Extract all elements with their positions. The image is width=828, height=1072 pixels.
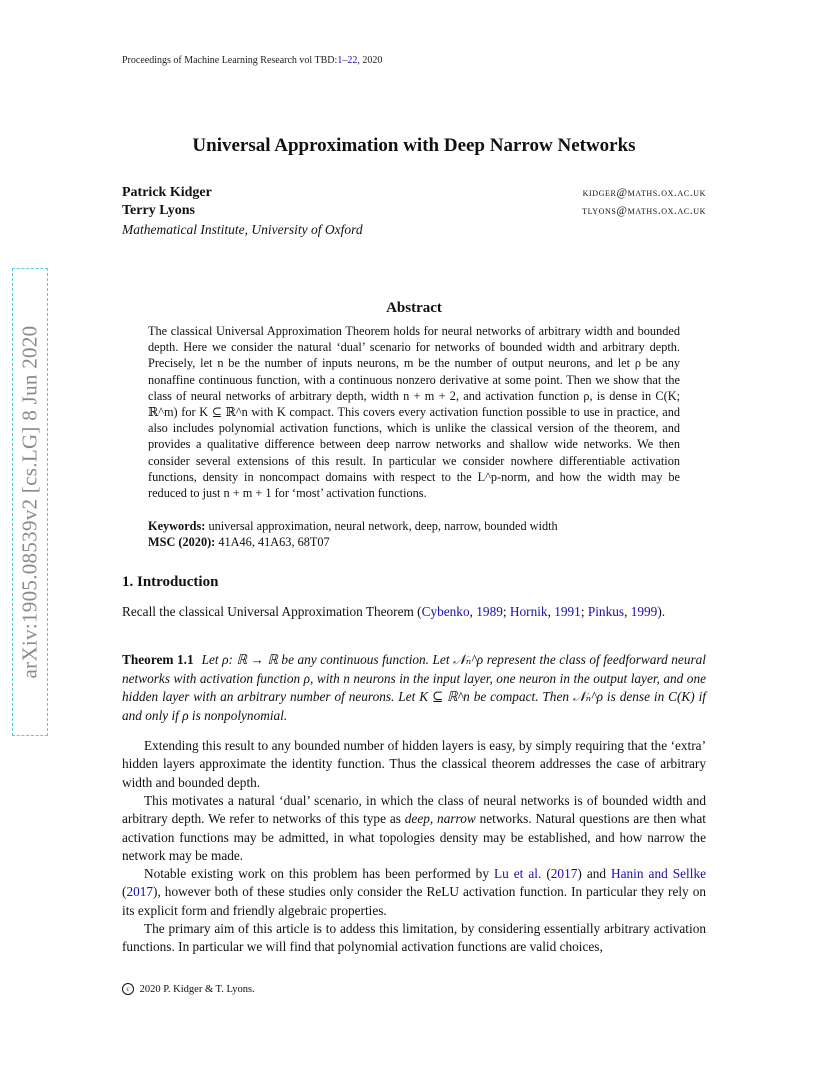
section-heading-introduction: 1. Introduction [122,574,219,590]
citation-link[interactable]: 1989 [476,604,503,619]
msc-value: 41A46, 41A63, 68T07 [218,535,330,549]
affiliation: Mathematical Institute, University of Oxford [122,222,363,237]
author-name: Terry Lyons [122,203,195,218]
citation-link[interactable]: 1999 [630,604,658,619]
pages-end-link[interactable]: 22 [347,55,358,66]
citation-link[interactable]: Lu et al. [494,866,542,881]
paragraph: Notable existing work on this problem has been performed by Lu et al. (2017) and Hanin and Sellke (2017), however both of these studies only consider the ReLU activation function. In particular they rely on its explicit form and friendly algebraic properties. [122,866,706,918]
citation-link[interactable]: 2017 [126,884,154,900]
paragraph-intro: Recall the classical Universal Approximation Theorem (Cybenko, 1989; Hornik, 1991; Pinkus, 1999). [122,604,666,619]
running-head: Proceedings of Machine Learning Research vol TBD:1–22, 2020 [122,55,383,66]
paper-title: Universal Approximation with Deep Narrow Networks [192,135,636,156]
citation-link[interactable]: 1991 [554,604,581,619]
theorem-label: Theorem 1.1 [122,652,194,667]
theorem-text: Let ρ: ℝ → ℝ be any continuous function. Let 𝒩ₙ^ρ represent the class of feedforward neural networks with activation function ρ, with n neurons in the input layer, one neuron in the output layer, and one hidden layer with an arbitrary number of neurons. Let K ⊆ ℝ^n be compact. Then 𝒩ₙ^ρ is dense in C(K) if and only if ρ is nonpolynomial. [122,652,706,723]
arxiv-stamp[interactable] [12,268,48,736]
pages-start-link[interactable]: 1 [337,55,343,66]
abstract-heading: Abstract [386,300,442,316]
keywords-label: Keywords: [148,519,206,533]
copyright-icon: c [122,983,134,995]
author-name: Patrick Kidger [122,185,212,200]
abstract-text: The classical Universal Approximation Theorem holds for neural networks of arbitrary width and bounded depth. Here we consider the natural ‘dual’ scenario for networks of bounded width and arbitrary depth. Precisely, let n be the number of inputs neurons, m be the number of output neurons, and let ρ be any nonaffine continuous function, with a continuous nonzero derivative at some point. Then we show that the class of neural networks of arbitrary depth, width n + m + 2, and activation function ρ, is dense in C(K; ℝ^m) for K ⊆ ℝ^n with K compact. This covers every activation function possible to use in practice, and also includes polynomial activation functions, which is unlike the classical version of the theorem, and provides a qualitative difference between deep narrow networks and shallow wide networks. We then consider several extensions of this result. In particular we consider nowhere differentiable activation functions, density in noncompact domains with respect to the L^p-norm, and how the width may be reduced to just n + m + 1 for ‘most’ activation functions. [148,324,680,501]
paragraph: This motivates a natural ‘dual’ scenario, in which the class of neural networks is of bounded width and arbitrary depth. We refer to networks of this type as deep, narrow networks. Natural questions are then what activation functions may be admitted, in what topologies density may be established, and how narrow the network may be made. [122,793,706,864]
author-email[interactable]: kidger@maths.ox.ac.uk [582,187,706,199]
keywords-value: universal approximation, neural network, deep, narrow, bounded width [208,519,558,533]
citation-link[interactable]: Cybenko [421,604,470,619]
citation-link[interactable]: Hornik [509,604,548,619]
citation-link[interactable]: Pinkus [587,604,625,619]
keywords [148,519,688,534]
paragraph: Extending this result to any bounded number of hidden layers is easy, by simply requiring that the ‘extra’ hidden layers approximate the identity function. Thus the classical theorem addresses the case of arbitrary width and bounded depth. [122,738,706,790]
citation-link[interactable]: Hanin and Sellke [611,866,706,881]
emphasis: deep, narrow [404,811,476,827]
paragraph: The primary aim of this article is to addess this limitation, by considering essentially arbitrary activation functions. In particular we will find that polynomial activation functions are valid choices, [122,921,706,955]
arxiv-stamp-text: arXiv:1905.08539v2 [cs.LG] 8 Jun 2020 [17,325,42,679]
msc-label: MSC (2020): [148,535,216,549]
author-email[interactable]: tlyons@maths.ox.ac.uk [582,205,706,217]
copyright-footer: c 2020 P. Kidger & T. Lyons. [122,983,255,995]
msc-codes [148,535,688,550]
theorem-1-1 [122,651,706,725]
citation-link[interactable]: 2017 [550,866,578,881]
